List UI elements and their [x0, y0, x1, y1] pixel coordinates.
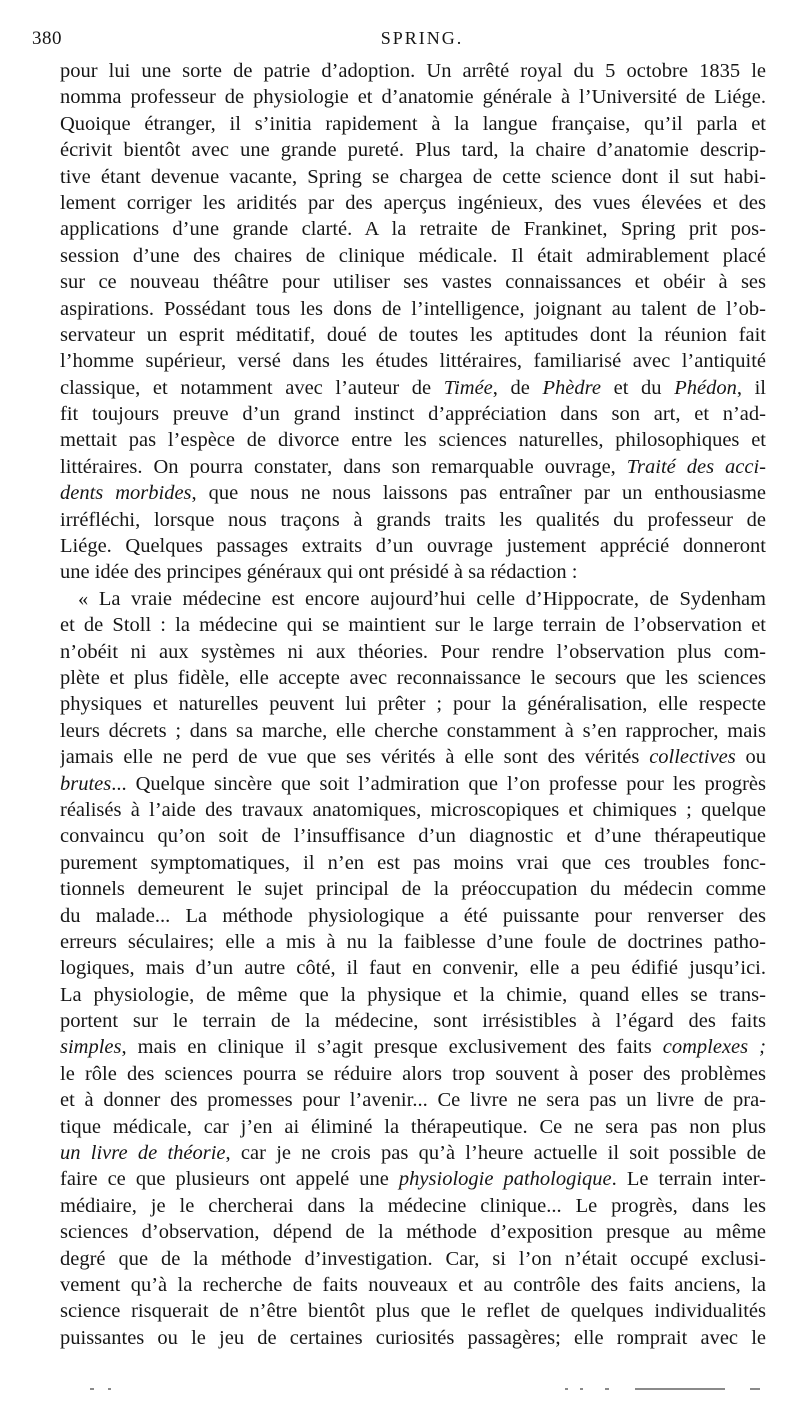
text-line: [60, 269, 766, 295]
italic-text-segment: brutes: [60, 772, 112, 795]
text-segment: science risquerait de n’être bientôt plus que le reflet de quelques individualités: [60, 1300, 766, 1323]
text-segment: Liége. Quelques passages extraits d’un ouvrage justement apprécié donneront: [60, 535, 766, 558]
text-segment: , que nous ne nous laissons pas entraîner par un enthousiasme: [191, 482, 766, 505]
text-segment: , de: [492, 376, 543, 399]
text-line: [60, 1008, 766, 1034]
text-segment: le rôle des sciences pourra se réduire alors trop souvent à poser des problèmes: [60, 1062, 766, 1085]
text-segment: médiaire, je le chercherai dans la médecine clinique... Le progrès, dans les: [60, 1194, 766, 1217]
text-segment: physiques et naturelles peuvent lui prêter ; pour la généralisation, elle respecte: [60, 693, 766, 716]
text-segment: vement qu’à la recherche de faits nouveaux et au contrôle des faits anciens, la: [60, 1273, 766, 1296]
text-line: [60, 427, 766, 453]
text-segment: erreurs séculaires; elle a mis à nu la faiblesse d’une foule de doctrines patho-: [60, 930, 766, 953]
italic-text-segment: un livre de théorie: [60, 1142, 226, 1165]
text-segment: convaincu qu’on soit de l’insuffisance d’un diagnostic et d’une thérapeutique: [60, 825, 766, 848]
text-line: [60, 375, 766, 401]
text-segment: aspirations. Possédant tous les dons de l’intelligence, joignant au talent de l’ob-: [60, 297, 766, 320]
text-line: [60, 955, 766, 981]
text-segment: . Le terrain inter-: [611, 1168, 766, 1191]
text-segment: purement symptomatiques, il n’en est pas moins vrai que ces troubles fonc-: [60, 851, 766, 874]
text-segment: une idée des principes généraux qui ont présidé à sa rédaction :: [60, 561, 578, 584]
text-segment: écrivit bientôt avec une grande pureté. Plus tard, la chaire d’anatomie descrip-: [60, 139, 766, 162]
text-segment: plète et plus fidèle, elle accepte avec reconnaissance le secours que les sciences: [60, 666, 766, 689]
running-head: SPRING.: [380, 28, 464, 48]
text-line: [60, 1298, 766, 1324]
text-segment: puissantes ou le jeu de certaines curiosités passagères; elle romprait avec le: [60, 1326, 766, 1349]
text-line: [60, 137, 766, 163]
italic-text-segment: simples: [60, 1036, 122, 1059]
scan-artifact-marks: [60, 1380, 766, 1400]
text-line: [60, 665, 766, 691]
body-text: [60, 58, 766, 1351]
text-line: [60, 876, 766, 902]
text-segment: degré que de la méthode d’investigation. Car, si l’on n’était occupé exclusi-: [60, 1247, 766, 1270]
text-segment: du malade... La méthode physiologique a été puissante pour renverser des: [60, 904, 766, 927]
text-line: [60, 507, 766, 533]
italic-text-segment: collectives: [649, 746, 736, 769]
text-line: [60, 1219, 766, 1245]
text-line: [60, 1272, 766, 1298]
text-line: [60, 797, 766, 823]
text-segment: sciences d’observation, dépend de la méthode d’exposition presque au même: [60, 1221, 766, 1244]
italic-text-segment: physiologie pathologique: [398, 1168, 612, 1191]
text-segment: Quoique étranger, il s’initia rapidement à la langue française, qu’il parla et: [60, 112, 766, 135]
text-line: [60, 1325, 766, 1351]
text-segment: applications d’une grande clarté. A la retraite de Frankinet, Spring prit pos-: [60, 218, 766, 241]
text-segment: , car je ne crois pas qu’à l’heure actuelle il soit possible de: [225, 1142, 766, 1165]
page-number: 380: [32, 28, 62, 49]
text-segment: classique, et notamment avec l’auteur de: [60, 376, 444, 399]
text-line: [60, 718, 766, 744]
text-line: [60, 216, 766, 242]
text-segment: sur ce nouveau théâtre pour utiliser ses vastes connaissances et obéir à ses: [60, 271, 766, 294]
text-segment: portent sur le terrain de la médecine, sont irrésistibles à l’égard des faits: [60, 1010, 766, 1033]
text-segment: réalisés à l’aide des travaux anatomiques, microscopiques et chimiques ; quelque: [60, 798, 766, 821]
text-line: [60, 533, 766, 559]
text-line: [60, 1061, 766, 1087]
text-segment: ... Quelque sincère que soit l’admiration que l’on professe pour les progrès: [111, 772, 766, 795]
text-line: [60, 982, 766, 1008]
text-segment: leurs décrets ; dans sa marche, elle cherche constamment à s’en rapprocher, mais: [60, 719, 766, 742]
text-segment: tionnels demeurent le sujet principal de la préoccupation du médecin comme: [60, 878, 766, 901]
text-line: [60, 1246, 766, 1272]
text-line: [60, 111, 766, 137]
text-segment: tique médicale, car j’en ai éliminé la thérapeutique. Ce ne sera pas non plus: [60, 1115, 766, 1138]
text-line: [60, 480, 766, 506]
text-segment: l’homme supérieur, versé dans les études littéraires, familiarisé avec l’antiquité: [60, 350, 766, 373]
page-header: [32, 28, 772, 58]
text-segment: et du: [600, 376, 675, 399]
text-line: [60, 744, 766, 770]
text-segment: et de Stoll : la médecine qui se maintient sur le large terrain de l’observation et: [60, 614, 766, 637]
text-line: [60, 1087, 766, 1113]
italic-text-segment: Timée: [443, 376, 493, 399]
text-segment: faire ce que plusieurs ont appelé une: [60, 1168, 399, 1191]
text-segment: « La vraie médecine est encore aujourd’hui celle d’Hippocrate, de Sydenham: [78, 587, 766, 610]
text-line: [60, 691, 766, 717]
text-segment: , il: [736, 376, 766, 399]
text-line: [60, 348, 766, 374]
italic-text-segment: Traité des acci-: [626, 455, 766, 478]
text-line: [60, 84, 766, 110]
text-line: [60, 639, 766, 665]
text-line: [60, 903, 766, 929]
text-line: [60, 190, 766, 216]
text-segment: , mais en clinique il s’agit presque exclusivement des faits: [121, 1036, 663, 1059]
text-segment: et à donner des promesses pour l’avenir... Ce livre ne sera pas un livre de pra-: [60, 1089, 766, 1112]
text-segment: La physiologie, de même que la physique et la chimie, quand elles se trans-: [60, 983, 766, 1006]
text-segment: session d’une des chaires de clinique médicale. Il était admirablement placé: [60, 244, 766, 267]
italic-text-segment: Phèdre: [542, 376, 601, 399]
text-segment: pour lui une sorte de patrie d’adoption. Un arrêté royal du 5 octobre 1835 le: [60, 60, 766, 82]
text-line: [60, 58, 766, 84]
text-line: [60, 929, 766, 955]
text-line: [60, 1166, 766, 1192]
text-line: [60, 322, 766, 348]
scan-noise-decoration: [60, 1380, 766, 1400]
text-segment: n’obéit ni aux systèmes ni aux théories. Pour rendre l’observation plus com-: [60, 640, 766, 663]
text-line: [60, 1034, 766, 1060]
text-line: [60, 243, 766, 269]
text-segment: tive étant devenue vacante, Spring se chargea de cette science dont il sut habi-: [60, 165, 766, 188]
text-segment: ou: [735, 746, 766, 769]
text-line: [60, 586, 766, 612]
text-line: [60, 823, 766, 849]
text-segment: lement corriger les aridités par des aperçus ingénieux, des vues élevées et des: [60, 191, 766, 214]
text-line: [60, 296, 766, 322]
text-line: [60, 401, 766, 427]
text-segment: servateur un esprit méditatif, doué de toutes les aptitudes dont la réunion fait: [60, 323, 766, 346]
text-line: [60, 454, 766, 480]
italic-text-segment: complexes ;: [662, 1036, 766, 1059]
text-line: [60, 850, 766, 876]
text-segment: logiques, mais d’un autre côté, il faut en convenir, elle a peu édifié jusqu’ici.: [60, 957, 766, 980]
text-line: [60, 1114, 766, 1140]
text-segment: fit toujours preuve d’un grand instinct d’appréciation dans son art, et n’ad-: [60, 403, 766, 426]
text-line: [60, 771, 766, 797]
text-line: [60, 1193, 766, 1219]
italic-text-segment: dents morbides: [60, 482, 192, 505]
text-line: [60, 612, 766, 638]
text-segment: littéraires. On pourra constater, dans son remarquable ouvrage,: [60, 455, 627, 478]
text-line: [60, 559, 766, 585]
text-segment: mettait pas l’espèce de divorce entre les sciences naturelles, philosophiques et: [60, 429, 766, 452]
text-line: [60, 164, 766, 190]
text-segment: irréfléchi, lorsque nous traçons à grands traits les qualités du professeur de: [60, 508, 766, 531]
text-segment: nomma professeur de physiologie et d’anatomie générale à l’Université de Liége.: [60, 86, 766, 109]
text-segment: jamais elle ne perd de vue que ses vérités à elle sont des vérités: [60, 746, 650, 769]
text-line: [60, 1140, 766, 1166]
italic-text-segment: Phédon: [674, 376, 737, 399]
